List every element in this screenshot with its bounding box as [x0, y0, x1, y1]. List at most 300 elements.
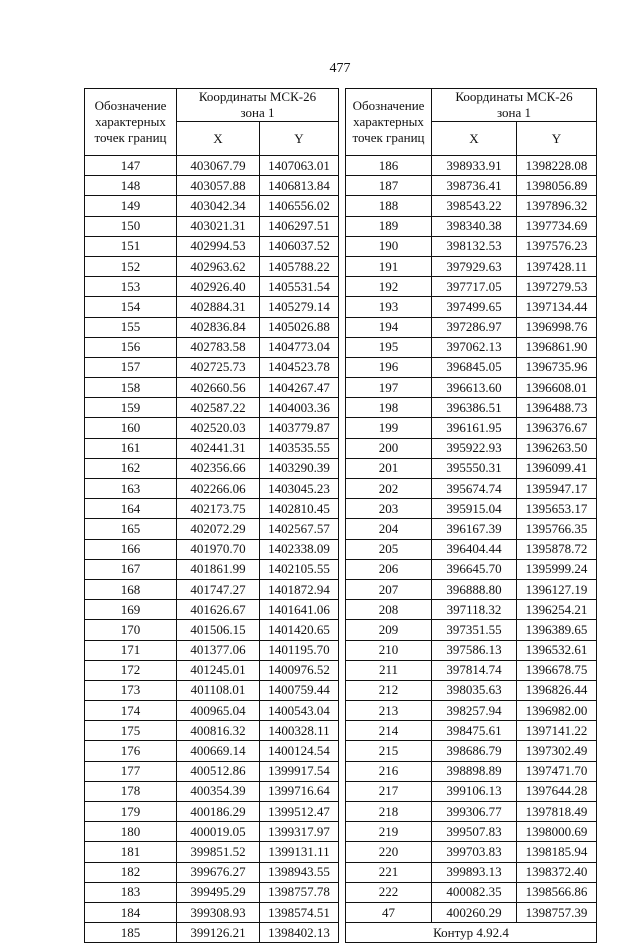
- point-id-cell: 198: [346, 398, 432, 418]
- point-id-cell: 160: [85, 418, 177, 438]
- designation-header: [85, 89, 177, 156]
- point-id-cell: 178: [85, 781, 177, 801]
- x-coordinate-cell: 401506.15: [177, 620, 260, 640]
- y-coordinate-cell: 1399512.47: [260, 802, 339, 822]
- x-coordinate-cell: 402173.75: [177, 499, 260, 519]
- x-coordinate-cell: 397351.55: [432, 620, 517, 640]
- point-id-cell: 214: [346, 721, 432, 741]
- table-row: [346, 479, 597, 499]
- point-id-cell: 179: [85, 802, 177, 822]
- x-coordinate-cell: 402660.56: [177, 378, 260, 398]
- point-id-cell: 188: [346, 196, 432, 216]
- point-id-cell: 194: [346, 317, 432, 337]
- point-id-cell: 196: [346, 357, 432, 377]
- x-coordinate-cell: 401377.06: [177, 640, 260, 660]
- x-coordinate-cell: 398475.61: [432, 721, 517, 741]
- y-coordinate-cell: 1396488.73: [517, 398, 597, 418]
- x-coordinate-cell: 398898.89: [432, 761, 517, 781]
- table-row: [85, 196, 339, 216]
- y-coordinate-cell: 1397576.23: [517, 236, 597, 256]
- table-row: [346, 176, 597, 196]
- table-row: [85, 499, 339, 519]
- y-coordinate-cell: 1403045.23: [260, 479, 339, 499]
- table-row: [346, 761, 597, 781]
- y-coordinate-cell: 1404003.36: [260, 398, 339, 418]
- table-row: [346, 862, 597, 882]
- y-coordinate-cell: 1400543.04: [260, 701, 339, 721]
- table-row: [85, 902, 339, 922]
- coordinates-title: Координаты МСК-26: [198, 89, 317, 104]
- point-id-cell: 172: [85, 660, 177, 680]
- x-coordinate-cell: 396888.80: [432, 579, 517, 599]
- y-coordinate-cell: 1398566.86: [517, 882, 597, 902]
- table-row: [346, 357, 597, 377]
- table-row: [346, 701, 597, 721]
- table-row: [85, 761, 339, 781]
- point-id-cell: 218: [346, 802, 432, 822]
- y-coordinate-cell: 1405026.88: [260, 317, 339, 337]
- x-coordinate-cell: 402587.22: [177, 398, 260, 418]
- x-coordinate-cell: 396404.44: [432, 539, 517, 559]
- y-coordinate-cell: 1398574.51: [260, 902, 339, 922]
- x-coordinate-cell: 399893.13: [432, 862, 517, 882]
- x-coordinate-cell: 401970.70: [177, 539, 260, 559]
- y-coordinate-cell: 1405279.14: [260, 297, 339, 317]
- point-id-cell: 165: [85, 519, 177, 539]
- x-coordinate-cell: 402926.40: [177, 277, 260, 297]
- x-coordinate-cell: 399308.93: [177, 902, 260, 922]
- point-id-cell: 180: [85, 822, 177, 842]
- point-id-cell: 183: [85, 882, 177, 902]
- x-coordinate-cell: 399106.13: [432, 781, 517, 801]
- table-row: [346, 620, 597, 640]
- x-coordinate-cell: 396613.60: [432, 378, 517, 398]
- x-coordinate-cell: 397286.97: [432, 317, 517, 337]
- table-row: [346, 378, 597, 398]
- y-coordinate-cell: 1396735.96: [517, 357, 597, 377]
- point-id-cell: 212: [346, 680, 432, 700]
- table-row: [346, 640, 597, 660]
- table-row: [346, 458, 597, 478]
- y-coordinate-cell: 1405531.54: [260, 277, 339, 297]
- table-row: [85, 579, 339, 599]
- table-row: [85, 660, 339, 680]
- table-row: [85, 216, 339, 236]
- y-header: Y: [260, 122, 339, 156]
- x-coordinate-cell: 402884.31: [177, 297, 260, 317]
- y-coordinate-cell: 1395999.24: [517, 559, 597, 579]
- y-coordinate-cell: 1405788.22: [260, 256, 339, 276]
- point-id-cell: 189: [346, 216, 432, 236]
- y-coordinate-cell: 1396532.61: [517, 640, 597, 660]
- page-number: 477: [329, 61, 351, 76]
- point-id-cell: 210: [346, 640, 432, 660]
- y-coordinate-cell: 1402810.45: [260, 499, 339, 519]
- y-coordinate-cell: 1401872.94: [260, 579, 339, 599]
- table-row: [85, 721, 339, 741]
- designation-line-3: точек границ: [94, 130, 167, 145]
- x-coordinate-cell: 400669.14: [177, 741, 260, 761]
- y-coordinate-cell: 1401195.70: [260, 640, 339, 660]
- point-id-cell: 221: [346, 862, 432, 882]
- y-coordinate-cell: 1403290.39: [260, 458, 339, 478]
- y-coordinate-cell: 1398372.40: [517, 862, 597, 882]
- y-coordinate-cell: 1397279.53: [517, 277, 597, 297]
- point-id-cell: 203: [346, 499, 432, 519]
- table-row: [85, 236, 339, 256]
- point-id-cell: 193: [346, 297, 432, 317]
- y-coordinate-cell: 1398402.13: [260, 923, 339, 943]
- table-row: [346, 822, 597, 842]
- x-coordinate-cell: 402994.53: [177, 236, 260, 256]
- table-row: [346, 539, 597, 559]
- point-id-cell: 216: [346, 761, 432, 781]
- y-coordinate-cell: 1396263.50: [517, 438, 597, 458]
- table-row: [85, 802, 339, 822]
- x-coordinate-cell: 400260.29: [432, 902, 517, 922]
- designation-line-1: Обозначение: [352, 98, 425, 113]
- point-id-cell: 200: [346, 438, 432, 458]
- table-row: [346, 256, 597, 276]
- point-id-cell: 186: [346, 156, 432, 176]
- table-row: [85, 600, 339, 620]
- table-row: [346, 781, 597, 801]
- point-id-cell: 158: [85, 378, 177, 398]
- x-coordinate-cell: 398686.79: [432, 741, 517, 761]
- x-coordinate-cell: 402783.58: [177, 337, 260, 357]
- x-coordinate-cell: 403067.79: [177, 156, 260, 176]
- point-id-cell: 190: [346, 236, 432, 256]
- point-id-cell: 209: [346, 620, 432, 640]
- y-coordinate-cell: 1406297.51: [260, 216, 339, 236]
- x-coordinate-cell: 402266.06: [177, 479, 260, 499]
- x-coordinate-cell: 403021.31: [177, 216, 260, 236]
- y-coordinate-cell: 1400328.11: [260, 721, 339, 741]
- table-row: [85, 357, 339, 377]
- x-coordinate-cell: 400186.29: [177, 802, 260, 822]
- point-id-cell: 217: [346, 781, 432, 801]
- x-coordinate-cell: 402963.62: [177, 256, 260, 276]
- point-id-cell: 175: [85, 721, 177, 741]
- x-coordinate-cell: 400512.86: [177, 761, 260, 781]
- table-row: [346, 156, 597, 176]
- x-coordinate-cell: 402441.31: [177, 438, 260, 458]
- y-coordinate-cell: 1406556.02: [260, 196, 339, 216]
- x-coordinate-cell: 395915.04: [432, 499, 517, 519]
- y-coordinate-cell: 1395653.17: [517, 499, 597, 519]
- y-coordinate-cell: 1404267.47: [260, 378, 339, 398]
- point-id-cell: 197: [346, 378, 432, 398]
- x-coordinate-cell: 402520.03: [177, 418, 260, 438]
- coordinates-header: [177, 89, 339, 122]
- y-coordinate-cell: 1398757.78: [260, 882, 339, 902]
- y-coordinate-cell: 1402338.09: [260, 539, 339, 559]
- point-id-cell: 152: [85, 256, 177, 276]
- table-row: [85, 781, 339, 801]
- y-coordinate-cell: 1398943.55: [260, 862, 339, 882]
- table-row: [85, 176, 339, 196]
- table-row: [85, 640, 339, 660]
- table-row: [85, 337, 339, 357]
- table-row: [346, 317, 597, 337]
- y-coordinate-cell: 1397428.11: [517, 256, 597, 276]
- y-coordinate-cell: 1406037.52: [260, 236, 339, 256]
- point-id-cell: 177: [85, 761, 177, 781]
- table-row: [85, 701, 339, 721]
- point-id-cell: 162: [85, 458, 177, 478]
- x-coordinate-cell: 400082.35: [432, 882, 517, 902]
- point-id-cell: 181: [85, 842, 177, 862]
- point-id-cell: 206: [346, 559, 432, 579]
- designation-line-3: точек границ: [352, 130, 425, 145]
- x-coordinate-cell: 399495.29: [177, 882, 260, 902]
- x-coordinate-cell: 402725.73: [177, 357, 260, 377]
- point-id-cell: 201: [346, 458, 432, 478]
- x-coordinate-cell: 395674.74: [432, 479, 517, 499]
- y-coordinate-cell: 1397141.22: [517, 721, 597, 741]
- point-id-cell: 191: [346, 256, 432, 276]
- y-coordinate-cell: 1395878.72: [517, 539, 597, 559]
- y-coordinate-cell: 1396376.67: [517, 418, 597, 438]
- x-coordinate-cell: 398543.22: [432, 196, 517, 216]
- x-coordinate-cell: 398257.94: [432, 701, 517, 721]
- x-coordinate-cell: 397929.63: [432, 256, 517, 276]
- point-id-cell: 222: [346, 882, 432, 902]
- x-coordinate-cell: 402356.66: [177, 458, 260, 478]
- y-coordinate-cell: 1397896.32: [517, 196, 597, 216]
- table-row: [85, 458, 339, 478]
- table-row: [346, 680, 597, 700]
- designation-line-2: характерных: [353, 114, 424, 129]
- table-row: [346, 802, 597, 822]
- point-id-cell: 192: [346, 277, 432, 297]
- y-coordinate-cell: 1396982.00: [517, 701, 597, 721]
- table-row: [346, 842, 597, 862]
- table-row: [346, 438, 597, 458]
- point-id-cell: 204: [346, 519, 432, 539]
- point-id-cell: 153: [85, 277, 177, 297]
- table-row: [346, 418, 597, 438]
- point-id-cell: 182: [85, 862, 177, 882]
- table-row: [85, 256, 339, 276]
- y-coordinate-cell: 1396861.90: [517, 337, 597, 357]
- point-id-cell: 195: [346, 337, 432, 357]
- y-coordinate-cell: 1396826.44: [517, 680, 597, 700]
- y-coordinate-cell: 1396998.76: [517, 317, 597, 337]
- table-row: [346, 902, 597, 922]
- point-id-cell: 211: [346, 660, 432, 680]
- table-row: [85, 842, 339, 862]
- y-coordinate-cell: 1396099.41: [517, 458, 597, 478]
- x-coordinate-cell: 401747.27: [177, 579, 260, 599]
- designation-line-2: характерных: [95, 114, 166, 129]
- table-row: [85, 620, 339, 640]
- point-id-cell: 156: [85, 337, 177, 357]
- contour-row: [346, 923, 597, 943]
- table-row: [346, 741, 597, 761]
- y-coordinate-cell: 1406813.84: [260, 176, 339, 196]
- table-row: [346, 236, 597, 256]
- y-coordinate-cell: 1403535.55: [260, 438, 339, 458]
- y-coordinate-cell: 1397818.49: [517, 802, 597, 822]
- y-coordinate-cell: 1396678.75: [517, 660, 597, 680]
- table-row: [85, 741, 339, 761]
- x-coordinate-cell: 396161.95: [432, 418, 517, 438]
- y-coordinate-cell: 1398056.89: [517, 176, 597, 196]
- x-coordinate-cell: 397499.65: [432, 297, 517, 317]
- table-row: [346, 882, 597, 902]
- table-row: [85, 822, 339, 842]
- x-coordinate-cell: 403057.88: [177, 176, 260, 196]
- x-coordinate-cell: 401626.67: [177, 600, 260, 620]
- point-id-cell: 155: [85, 317, 177, 337]
- designation-header: [346, 89, 432, 156]
- x-coordinate-cell: 399507.83: [432, 822, 517, 842]
- x-coordinate-cell: 398132.53: [432, 236, 517, 256]
- point-id-cell: 220: [346, 842, 432, 862]
- y-coordinate-cell: 1395766.35: [517, 519, 597, 539]
- point-id-cell: 47: [346, 902, 432, 922]
- designation-line-1: Обозначение: [94, 98, 167, 113]
- table-row: [85, 539, 339, 559]
- y-coordinate-cell: 1397644.28: [517, 781, 597, 801]
- table-row: [85, 156, 339, 176]
- x-coordinate-cell: 397586.13: [432, 640, 517, 660]
- y-coordinate-cell: 1398185.94: [517, 842, 597, 862]
- x-coordinate-cell: 400019.05: [177, 822, 260, 842]
- x-coordinate-cell: 399851.52: [177, 842, 260, 862]
- table-row: [85, 317, 339, 337]
- table-row: [85, 418, 339, 438]
- table-row: [346, 499, 597, 519]
- x-coordinate-cell: 399676.27: [177, 862, 260, 882]
- point-id-cell: 169: [85, 600, 177, 620]
- table-row: [346, 519, 597, 539]
- y-coordinate-cell: 1399917.54: [260, 761, 339, 781]
- y-coordinate-cell: 1403779.87: [260, 418, 339, 438]
- point-id-cell: 147: [85, 156, 177, 176]
- x-coordinate-cell: 401861.99: [177, 559, 260, 579]
- y-coordinate-cell: 1404523.78: [260, 357, 339, 377]
- point-id-cell: 157: [85, 357, 177, 377]
- x-coordinate-cell: 397062.13: [432, 337, 517, 357]
- table-row: [346, 337, 597, 357]
- y-coordinate-cell: 1396389.65: [517, 620, 597, 640]
- point-id-cell: 161: [85, 438, 177, 458]
- y-coordinate-cell: 1399716.64: [260, 781, 339, 801]
- x-header: X: [177, 122, 260, 156]
- y-coordinate-cell: 1396608.01: [517, 378, 597, 398]
- point-id-cell: 148: [85, 176, 177, 196]
- point-id-cell: 150: [85, 216, 177, 236]
- y-coordinate-cell: 1400759.44: [260, 680, 339, 700]
- table-row: [346, 579, 597, 599]
- x-coordinate-cell: 398035.63: [432, 680, 517, 700]
- table-row: [346, 559, 597, 579]
- y-coordinate-cell: 1398000.69: [517, 822, 597, 842]
- point-id-cell: 164: [85, 499, 177, 519]
- y-coordinate-cell: 1404773.04: [260, 337, 339, 357]
- point-id-cell: 208: [346, 600, 432, 620]
- table-row: [85, 519, 339, 539]
- point-id-cell: 202: [346, 479, 432, 499]
- y-coordinate-cell: 1397134.44: [517, 297, 597, 317]
- point-id-cell: 174: [85, 701, 177, 721]
- x-coordinate-cell: 399126.21: [177, 923, 260, 943]
- table-row: [85, 862, 339, 882]
- point-id-cell: 184: [85, 902, 177, 922]
- point-id-cell: 171: [85, 640, 177, 660]
- point-id-cell: 215: [346, 741, 432, 761]
- y-coordinate-cell: 1399131.11: [260, 842, 339, 862]
- table-row: [85, 398, 339, 418]
- y-coordinate-cell: 1401420.65: [260, 620, 339, 640]
- x-coordinate-cell: 395550.31: [432, 458, 517, 478]
- point-id-cell: 151: [85, 236, 177, 256]
- x-coordinate-cell: 398933.91: [432, 156, 517, 176]
- x-header: X: [432, 122, 517, 156]
- y-header: Y: [517, 122, 597, 156]
- table-row: [346, 277, 597, 297]
- point-id-cell: 176: [85, 741, 177, 761]
- x-coordinate-cell: 397814.74: [432, 660, 517, 680]
- y-coordinate-cell: 1396254.21: [517, 600, 597, 620]
- table-row: [346, 600, 597, 620]
- x-coordinate-cell: 397717.05: [432, 277, 517, 297]
- x-coordinate-cell: 396845.05: [432, 357, 517, 377]
- table-row: [346, 721, 597, 741]
- table-row: [85, 882, 339, 902]
- y-coordinate-cell: 1402567.57: [260, 519, 339, 539]
- x-coordinate-cell: 396645.70: [432, 559, 517, 579]
- x-coordinate-cell: 396167.39: [432, 519, 517, 539]
- point-id-cell: 166: [85, 539, 177, 559]
- point-id-cell: 173: [85, 680, 177, 700]
- x-coordinate-cell: 399703.83: [432, 842, 517, 862]
- x-coordinate-cell: 402072.29: [177, 519, 260, 539]
- y-coordinate-cell: 1402105.55: [260, 559, 339, 579]
- x-coordinate-cell: 403042.34: [177, 196, 260, 216]
- coordinates-table-right: [345, 88, 597, 943]
- point-id-cell: 219: [346, 822, 432, 842]
- y-coordinate-cell: 1400124.54: [260, 741, 339, 761]
- x-coordinate-cell: 400965.04: [177, 701, 260, 721]
- y-coordinate-cell: 1397734.69: [517, 216, 597, 236]
- y-coordinate-cell: 1397471.70: [517, 761, 597, 781]
- point-id-cell: 149: [85, 196, 177, 216]
- y-coordinate-cell: 1399317.97: [260, 822, 339, 842]
- point-id-cell: 154: [85, 297, 177, 317]
- y-coordinate-cell: 1407063.01: [260, 156, 339, 176]
- point-id-cell: 159: [85, 398, 177, 418]
- y-coordinate-cell: 1400976.52: [260, 660, 339, 680]
- y-coordinate-cell: 1397302.49: [517, 741, 597, 761]
- table-row: [85, 559, 339, 579]
- table-row: [346, 216, 597, 236]
- coordinates-table-left: [84, 88, 339, 943]
- table-row: [85, 277, 339, 297]
- point-id-cell: 170: [85, 620, 177, 640]
- table-row: [85, 923, 339, 943]
- y-coordinate-cell: 1398228.08: [517, 156, 597, 176]
- point-id-cell: 163: [85, 479, 177, 499]
- table-row: [346, 398, 597, 418]
- coordinates-header: [432, 89, 597, 122]
- x-coordinate-cell: 395922.93: [432, 438, 517, 458]
- x-coordinate-cell: 400816.32: [177, 721, 260, 741]
- coordinates-zone: зона 1: [240, 105, 275, 120]
- point-id-cell: 207: [346, 579, 432, 599]
